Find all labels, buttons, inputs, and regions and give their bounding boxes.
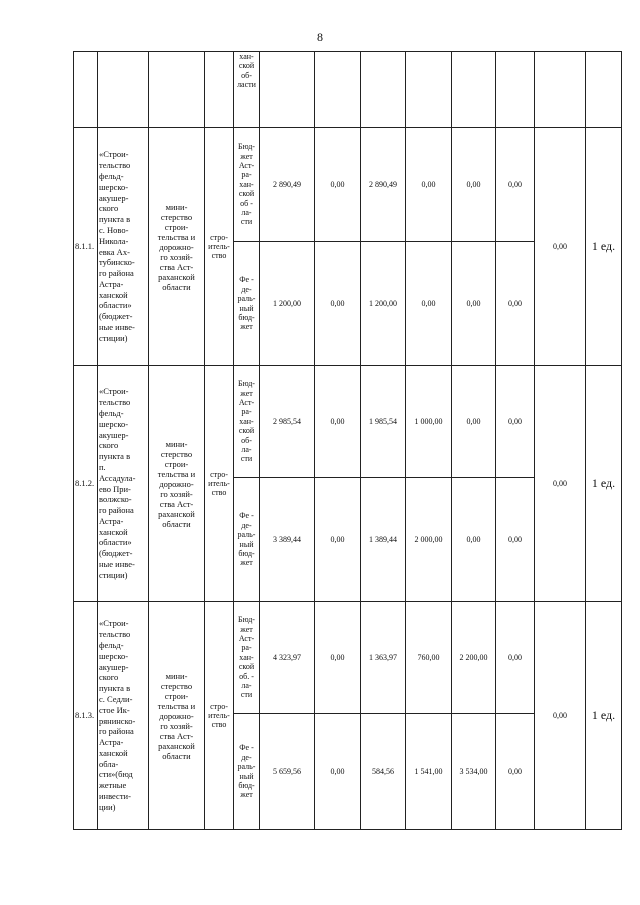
cell-v2: 1 363,97 xyxy=(361,602,406,714)
cell-v1: 0,00 xyxy=(315,128,361,242)
cell-code: 8.1.2. xyxy=(74,366,98,602)
name-text: «Строи- тельство фельд- шерско- акушер- ского пункта в с. Ново- Никола- евка Ах- тубинско- го района Астра- ханской области» (бюджет- ные инве- стиции) xyxy=(99,149,135,343)
cell-v4: 2 200,00 xyxy=(452,602,496,714)
cell-v5: 0,00 xyxy=(496,714,535,830)
cell-v3 xyxy=(406,52,452,128)
org-text: мини- стерство строи- тельства и дорожно- го хозяй- ства Аст- раханской области xyxy=(157,201,196,292)
org-text: мини- стерство строи- тельства и дорожно- го хозяй- ства Аст- раханской области xyxy=(157,438,196,529)
cell-result-unit: 1 ед. xyxy=(586,128,622,366)
cell-source xyxy=(234,52,260,128)
cell-code xyxy=(74,52,98,128)
cell-v4: 0,00 xyxy=(452,242,496,366)
cell-org xyxy=(149,128,205,366)
cell-type xyxy=(205,128,234,366)
cell-v2 xyxy=(361,52,406,128)
cell-v5: 0,00 xyxy=(496,242,535,366)
cell-org xyxy=(149,52,205,128)
source-text: Фе - де- раль- ный бюд- жет xyxy=(237,275,256,332)
cell-v3: 0,00 xyxy=(406,128,452,242)
cell-type xyxy=(205,52,234,128)
cell-total: 1 200,00 xyxy=(260,242,315,366)
cell-source xyxy=(234,602,260,714)
cell-result-unit: 1 ед. xyxy=(586,366,622,602)
cell-v1: 0,00 xyxy=(315,478,361,602)
page-number: 8 xyxy=(317,30,323,44)
cell-name xyxy=(98,366,149,602)
cell-v1 xyxy=(315,52,361,128)
cell-type xyxy=(205,602,234,830)
type-text: стро- итель- ство xyxy=(208,233,230,260)
cell-result-value: 0,00 xyxy=(535,366,586,602)
cell-result-value xyxy=(535,52,586,128)
cell-v2: 1 200,00 xyxy=(361,242,406,366)
continuation-row xyxy=(74,52,622,128)
source-text: Фе - де- раль- ный бюд- жет xyxy=(237,743,256,800)
cell-v1: 0,00 xyxy=(315,714,361,830)
cell-v2: 584,56 xyxy=(361,714,406,830)
cell-v5: 0,00 xyxy=(496,366,535,478)
cell-result-unit: 1 ед. xyxy=(586,602,622,830)
cell-v4 xyxy=(452,52,496,128)
cell-v1: 0,00 xyxy=(315,366,361,478)
cell-result-unit xyxy=(586,52,622,128)
cell-name xyxy=(98,602,149,830)
cell-org xyxy=(149,366,205,602)
source-text: Бюд- жет Аст- ра- хан- ской об- ла- сти xyxy=(238,379,255,464)
source-text: хан- ской об- ласти xyxy=(237,52,256,90)
cell-v1: 0,00 xyxy=(315,602,361,714)
cell-v3: 760,00 xyxy=(406,602,452,714)
cell-v4: 3 534,00 xyxy=(452,714,496,830)
cell-v2: 1 389,44 xyxy=(361,478,406,602)
cell-source xyxy=(234,366,260,478)
cell-v4: 0,00 xyxy=(452,128,496,242)
cell-v2: 1 985,54 xyxy=(361,366,406,478)
cell-v3: 2 000,00 xyxy=(406,478,452,602)
cell-result-value: 0,00 xyxy=(535,128,586,366)
cell-source xyxy=(234,478,260,602)
cell-total: 2 985,54 xyxy=(260,366,315,478)
table-row xyxy=(74,602,622,714)
type-text: стро- итель- ство xyxy=(208,702,230,729)
source-text: Бюд- жет Аст- ра- хан- ской об. - ла- сти xyxy=(238,615,255,700)
budget-table xyxy=(73,51,622,830)
cell-v5: 0,00 xyxy=(496,478,535,602)
source-text: Бюд- жет Аст- ра- хан- ской об - ла- сти xyxy=(238,142,255,227)
source-text: Фе - де- раль- ный бюд- жет xyxy=(237,511,256,568)
cell-code: 8.1.1. xyxy=(74,128,98,366)
cell-v5: 0,00 xyxy=(496,128,535,242)
table-row xyxy=(74,128,622,242)
cell-code: 8.1.3. xyxy=(74,602,98,830)
cell-v3: 1 541,00 xyxy=(406,714,452,830)
name-text: «Строи- тельство фельд- шерско- акушер- ского пункта в с. Седли- стое Ик- рянинско- го района Астра- ханской обла- сти»(бюд жетные инвести- ции) xyxy=(99,618,136,812)
cell-total: 5 659,56 xyxy=(260,714,315,830)
cell-source xyxy=(234,128,260,242)
cell-total xyxy=(260,52,315,128)
cell-total: 2 890,49 xyxy=(260,128,315,242)
cell-name xyxy=(98,128,149,366)
type-text: стро- итель- ство xyxy=(208,470,230,497)
cell-v4: 0,00 xyxy=(452,478,496,602)
cell-v4: 0,00 xyxy=(452,366,496,478)
cell-v3: 0,00 xyxy=(406,242,452,366)
cell-total: 4 323,97 xyxy=(260,602,315,714)
cell-source xyxy=(234,714,260,830)
cell-v1: 0,00 xyxy=(315,242,361,366)
org-text: мини- стерство строи- тельства и дорожно- го хозяй- ства Аст- раханской области xyxy=(157,670,196,761)
cell-v3: 1 000,00 xyxy=(406,366,452,478)
name-text: «Строи- тельство фельд- шерско- акушер- ского пункта в п. Ассадула- ево При- волжско- го района Астра- ханской области» (бюджет- ные инве- стиции) xyxy=(99,386,136,580)
cell-total: 3 389,44 xyxy=(260,478,315,602)
table-row xyxy=(74,366,622,478)
cell-v5: 0,00 xyxy=(496,602,535,714)
cell-v2: 2 890,49 xyxy=(361,128,406,242)
cell-org xyxy=(149,602,205,830)
cell-type xyxy=(205,366,234,602)
cell-result-value: 0,00 xyxy=(535,602,586,830)
cell-source xyxy=(234,242,260,366)
cell-name xyxy=(98,52,149,128)
cell-v5 xyxy=(496,52,535,128)
